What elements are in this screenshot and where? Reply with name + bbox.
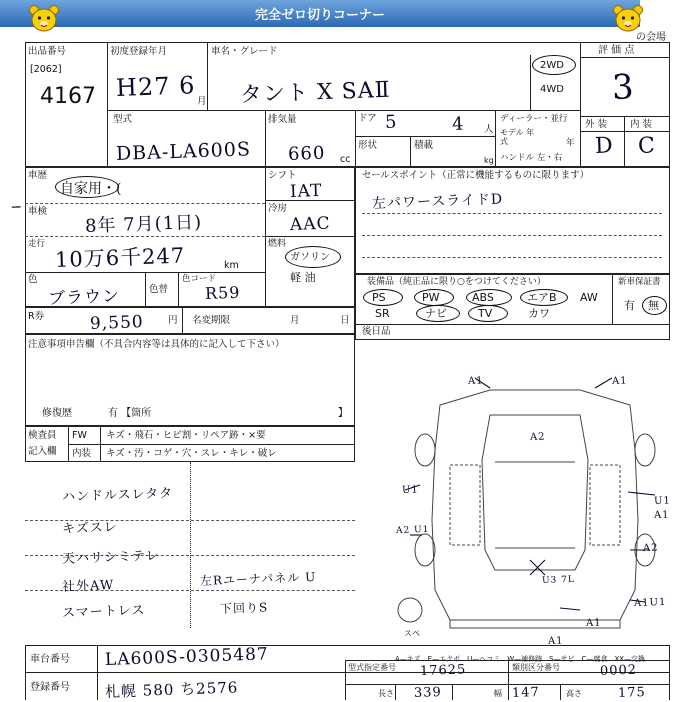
fw-label: FW [72, 430, 87, 441]
color-code-label: 色コード [182, 274, 217, 284]
note-3: 天ハリシミテレ [61, 548, 161, 567]
shift-label: シフト [268, 170, 297, 181]
drive-4wd: 4WD [540, 84, 564, 95]
registration-number-value: 札幌 580 ち2576 [104, 678, 239, 701]
fw-items: キズ・飛石・ヒビ割・リペア跡・×要 [106, 430, 266, 441]
model-label: 型式 [113, 114, 133, 125]
kg-unit: kg [484, 156, 494, 165]
equip-abs: ABS [472, 291, 494, 304]
lot-number-label: 出品番号 [28, 46, 67, 57]
warranty-no: 無 [648, 299, 659, 312]
lot-code: [2062] [30, 64, 62, 75]
displacement-label: 排気量 [268, 114, 297, 125]
history-label: 車歴 [28, 170, 48, 181]
notes-label: 注意事項申告欄（不具合内容等は具体的に記入して下さい） [28, 339, 285, 350]
seat-value: 4 [451, 113, 465, 135]
equip-aw: AW [580, 291, 598, 304]
exterior-label: 外 装 [585, 119, 608, 130]
airbag-circle [520, 289, 568, 306]
equip-ps: PS [372, 291, 386, 304]
note-right-1: 左Rユーナパネル U [199, 569, 317, 588]
bear-mascot-icon [612, 4, 644, 34]
inspection-value: 8年 7月(1日) [84, 211, 203, 237]
color-value: ブラウン [47, 286, 121, 309]
type-cert-value: 17625 [419, 662, 467, 679]
class-number-label: 類別区分番号 [512, 663, 560, 672]
height-label: 高さ [566, 689, 582, 698]
mark-10: A1 [585, 617, 602, 629]
mileage-label: 走行 [28, 239, 46, 249]
repair-history-value: 有 【箇所 [108, 408, 152, 419]
type-cert-label: 型式指定番号 [348, 663, 396, 672]
interior-grade: C [637, 133, 657, 159]
width-label: 幅 [494, 689, 502, 698]
name-change-label: 名変期限 [192, 315, 231, 326]
displacement-value: 660 [287, 142, 326, 165]
mark-3: A2 [529, 431, 546, 443]
mark-6: U1 [653, 495, 671, 507]
fuel-label: 燃料 [268, 239, 287, 249]
load-label: 積載 [414, 140, 434, 151]
km-unit: km [224, 260, 239, 271]
seat-unit: 人 [484, 124, 494, 135]
damage-legend: A—キズ E—エクボ U—ヘコミ W—補修跡 S—サビ C—腐食 XX—交換 [395, 655, 646, 663]
model-value: DBA-LA600S [115, 138, 252, 165]
chassis-number-label: 車台番号 [30, 654, 70, 665]
abs-circle [466, 289, 512, 306]
history-value: 自家用・( [60, 181, 122, 197]
month-label: 月 [290, 315, 300, 326]
shift-value: IAT [289, 180, 323, 202]
mileage-value: 10万6千247 [54, 243, 186, 272]
recycle-label: R券 [28, 311, 45, 322]
warranty-label: 新車保証書 [618, 277, 661, 287]
fuel-gasoline: ガソリン [290, 252, 330, 263]
equipment-label: 装備品（純正品に限り○をつけてください） [367, 277, 546, 287]
month-unit: 月 [197, 96, 207, 107]
mark-1: A1 [467, 375, 484, 387]
car-name-value: タント X SAⅡ [239, 77, 391, 108]
header-banner [0, 0, 640, 27]
cc-unit: cc [340, 154, 351, 165]
color-change-label: 色替 [149, 284, 169, 295]
drive-2wd: 2WD [540, 60, 564, 71]
yen-unit: 円 [168, 315, 178, 326]
bear-mascot-icon [28, 4, 60, 34]
car-name-label: 車名・グレード [211, 46, 278, 57]
header-title: 完全ゼロ切りコーナー [254, 8, 385, 23]
interior-label: 内 装 [630, 119, 653, 130]
handle-label: ハンドル 左・右 [500, 153, 563, 163]
mark-5: A2 U1 [395, 524, 430, 536]
inner-label: 内装 [72, 448, 92, 459]
inspector-label-1: 検査員 [28, 430, 57, 441]
color-code-value: R59 [204, 282, 241, 303]
equip-sr: SR [375, 307, 390, 320]
score-label: 評 価 点 [598, 45, 635, 56]
recycle-row [25, 307, 355, 334]
private-use-circle [55, 176, 122, 198]
inspector-label-2: 記入欄 [28, 446, 57, 457]
drive-2wd-circle [532, 55, 576, 75]
navi-circle [416, 305, 460, 322]
mark-12: A1 [547, 635, 564, 647]
color-label: 色 [28, 274, 38, 285]
exterior-grade: D [594, 133, 615, 159]
model-year-label: モデル 年式 [500, 128, 535, 146]
door-label: ドア [358, 113, 377, 124]
ps-circle [363, 289, 403, 306]
gasoline-circle [285, 246, 341, 268]
pw-circle [414, 289, 454, 306]
warranty-yes: 有 [624, 299, 635, 312]
shape-label: 形状 [358, 140, 378, 151]
fuel-diesel: 軽 油 [290, 271, 316, 284]
equip-tv: TV [478, 307, 493, 320]
equip-navi: ナビ [425, 307, 447, 320]
lot-number: 4167 [40, 84, 96, 109]
rear-items-label: 後日品 [362, 326, 391, 337]
mark-7: A1 [653, 509, 670, 521]
margin-mark: ─ [11, 199, 22, 216]
ac-label: 冷房 [268, 203, 288, 214]
mark-2: A1 [611, 375, 628, 387]
door-value: 5 [384, 111, 398, 133]
note-right-2: 下回りS [219, 600, 269, 616]
equip-airbag: エアB [527, 291, 557, 304]
ac-value: AAC [289, 213, 331, 235]
first-registration-value: H27 6 [115, 71, 196, 102]
year-unit: 年 [566, 138, 575, 148]
bracket-end: 】 [338, 408, 348, 419]
repair-history-label: 修復歴 [42, 408, 72, 419]
height-value: 175 [617, 685, 647, 701]
recycle-value: 9,550 [89, 312, 144, 334]
first-registration-label: 初度登録年月 [110, 46, 168, 57]
registration-number-label: 登録番号 [30, 682, 70, 693]
inspection-label: 車検 [28, 206, 48, 217]
dealer-label: ディーラー・並行 [500, 114, 568, 124]
mark-9: A1U1 [633, 596, 667, 609]
tv-circle [468, 305, 508, 322]
mark-4: U1 [401, 484, 419, 496]
warranty-no-circle [642, 296, 667, 315]
venue-badge: の会場 [636, 32, 666, 43]
sales-point-label: セールスポイント（正常に機能するものに限ります） [362, 170, 590, 181]
chassis-number-value: LA600S-0305487 [104, 644, 269, 670]
length-value: 339 [413, 685, 443, 701]
note-4: 社外AW [61, 578, 115, 595]
mark-11: U3 7L [541, 574, 576, 586]
mark-8: A2 [642, 542, 659, 554]
class-number-value: 0002 [599, 662, 638, 679]
note-5: スマートレス [61, 603, 146, 621]
inner-items: キズ・汚・コゲ・穴・スレ・キレ・破レ [106, 448, 277, 459]
equip-pw: PW [422, 291, 440, 304]
score-value: 3 [611, 67, 636, 108]
equip-leather: カワ [528, 307, 550, 320]
note-1: ハンドルスレタタ [61, 486, 174, 505]
mark-13: スペ [404, 629, 420, 638]
day-label: 日 [340, 315, 350, 326]
note-2: キズスレ [61, 520, 119, 537]
width-value: 147 [511, 685, 541, 701]
length-label: 長さ [378, 689, 394, 698]
sales-point-value: 左パワースライドD [371, 191, 504, 212]
